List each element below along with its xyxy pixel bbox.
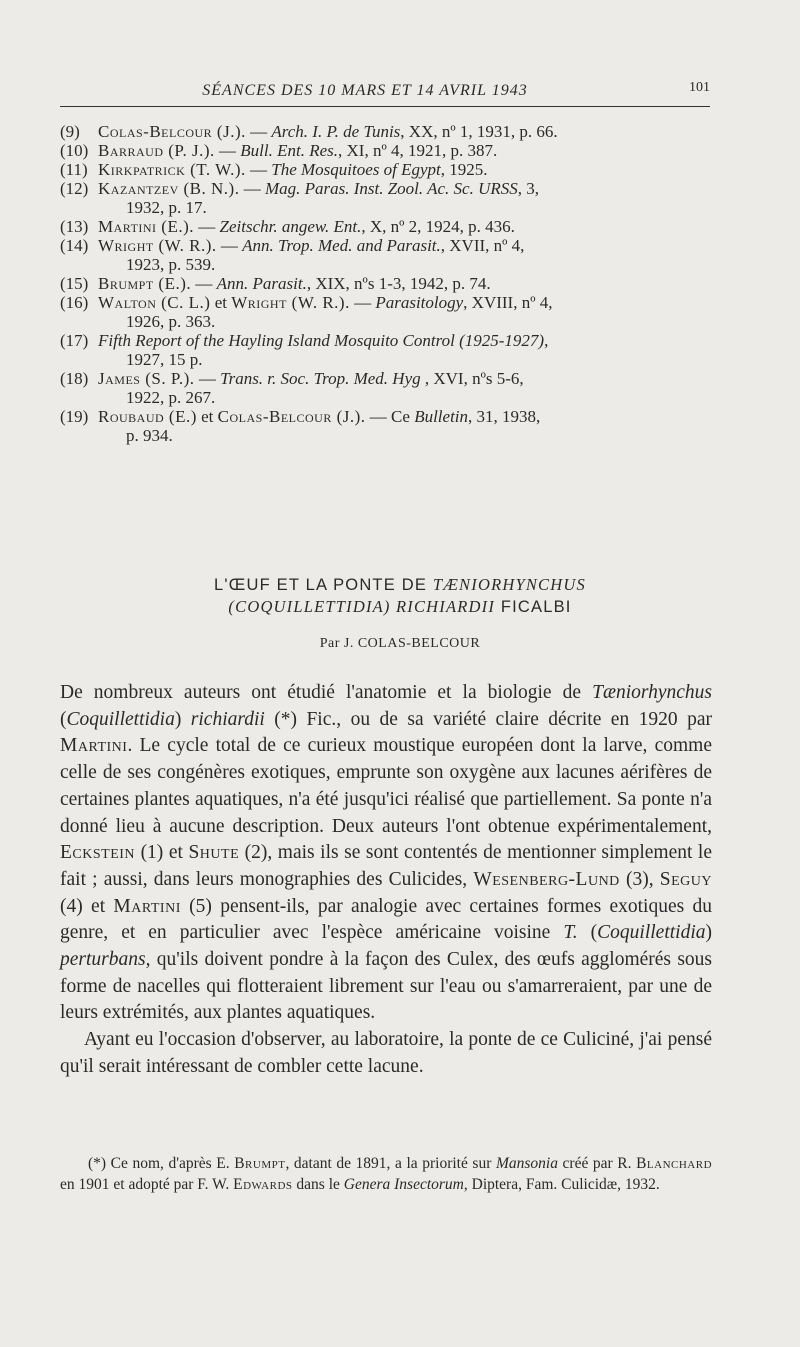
reference-author: Brumpt (E.). [98,274,192,293]
reference-continuation: 1932, p. 17. [126,198,207,217]
text-run: Mansonia [495,1155,558,1172]
reference-number: (10) [60,141,89,160]
reference-author: Kazantzev (B. N.). [98,179,240,198]
reference-journal: Fifth Report of the Hayling Island Mosquito Control (1925-1927) [98,331,545,350]
text-run: , Diptera, Fam. Culicidæ, 1932. [463,1175,660,1193]
reference-item [60,407,720,445]
reference-number: (11) [60,160,88,179]
reference-number: (18) [60,369,89,388]
reference-sep: — [245,160,272,179]
reference-item [60,122,720,141]
reference-details: , [544,331,549,350]
reference-sep: — [194,217,220,236]
text-run: Coquillettidia [597,922,706,944]
title-prefix: L'ŒUF ET LA PONTE DE [214,576,433,594]
footnote-text [60,1154,712,1195]
title-species: RICHIARDII [390,597,496,616]
running-header [60,80,710,107]
text-run: Blanchard [636,1155,713,1172]
text-run: ( [577,922,598,944]
article-title [60,574,740,618]
reference-details: , X, nº 2, 1924, p. 436. [361,217,515,236]
reference-number: (15) [60,274,89,293]
reference-sep: — [245,122,272,141]
text-run: ( [60,708,67,730]
text-run: (*) Fic., ou de sa variété claire décrite en 1920 par [264,708,712,730]
reference-journal: Bulletin [414,407,469,426]
reference-author: Kirkpatrick (T. W.). [98,160,246,179]
text-run: Edwards [233,1175,293,1193]
reference-item [60,141,720,160]
reference-number: (9) [60,122,80,141]
reference-number: (12) [60,179,89,198]
text-run: Genera Insectorum [343,1175,464,1193]
reference-item [60,274,720,293]
reference-journal: Bull. Ent. Res. [240,141,339,160]
reference-number: (13) [60,217,89,236]
text-run: Martini [113,895,181,917]
reference-journal: Parasitology [375,293,464,312]
reference-sep: et [210,293,232,312]
text-run: ) [174,708,191,730]
paragraph: Ayant eu l'occasion d'observer, au laboratoire, la ponte de ce Culiciné, j'ai pensé qu'il serait intéressant de combler cette lacune. [60,1029,712,1077]
reference-sep: — [194,369,221,388]
title-genus: TÆNIORHYNCHUS [432,575,586,594]
text-run: Coquillettidia [66,708,175,730]
article-author: Par J. COLAS-BELCOUR [319,636,481,651]
title-subgenus: (COQUILLETTIDIA) [228,597,391,616]
reference-sep: — [214,141,241,160]
reference-list [60,122,720,445]
reference-journal: Trans. r. Soc. Trop. Med. Hyg [220,369,421,388]
text-run: perturbans [60,949,146,971]
reference-details: , 31, 1938, [468,407,541,426]
reference-details: , XVI, nºs 5-6, [420,369,524,388]
reference-item [60,293,720,331]
reference-author: Walton (C. L.) [98,293,211,312]
text-run: (3), [619,868,660,890]
text-run: Wesenberg-Lund [473,868,620,890]
text-run: Shute [188,842,240,864]
text-run: Seguy [659,868,712,890]
reference-continuation: 1927, 15 p. [126,350,203,369]
reference-item [60,236,720,274]
text-run: (1) et [135,842,189,864]
reference-details: , XIX, nºs 1-3, 1942, p. 74. [306,274,491,293]
reference-sep: — [239,179,265,198]
reference-item [60,179,720,217]
text-run: ) [705,922,712,944]
text-run: dans le [292,1175,344,1193]
reference-details: , XX, nº 1, 1931, p. 66. [400,122,558,141]
title-line-2 [60,596,740,618]
text-run: Martini [60,735,128,757]
text-run: (5) pensent-ils, par analogie avec certaines formes exotiques du genre, et en particulier avec l'espèce américaine voisine [60,895,713,944]
text-run: (2), mais ils se sont contentés de mentionner simplement le fait ; aussi, dans leurs monographies des Culicides, [60,842,713,890]
article-body [60,680,712,1081]
title-line-1 [60,574,740,596]
reference-author: Roubaud (E.) [98,407,197,426]
reference-number: (17) [60,331,89,350]
reference-number: (19) [60,407,89,426]
text-run: , datant de 1891, a la priorité sur [285,1155,496,1172]
text-run: . Le cycle total de ce curieux moustique européen dont la larve, comme celle de ses congénères exotiques, emprunte son oxygène aux lacunes aérifères de certaines plantes aquatiques, n'a été jusqu'ici réalisé que partiellement. Sa ponte n'a donné lieu à aucune description. Deux auteurs l'ont obtenue expérimentalement, [60,735,712,837]
reference-continuation: 1923, p. 539. [126,255,216,274]
running-head: SÉANCES DES 10 MARS ET 14 AVRIL 1943 [202,82,528,99]
reference-item [60,369,720,407]
reference-item [60,217,720,236]
text-run: richiardii [190,708,265,730]
reference-author: James (S. P.). [98,369,195,388]
text-run: en 1901 et adopté par F. W. [60,1175,234,1193]
title-suffix: FICALBI [495,598,572,616]
reference-journal: Ann. Parasit. [216,274,307,293]
text-run: T. [563,922,578,944]
reference-author: Martini (E.). [98,217,195,236]
reference-journal: Arch. I. P. de Tunis [271,122,401,141]
reference-journal: Ann. Trop. Med. and Parasit. [242,236,441,255]
reference-author: Barraud (P. J.). [98,141,215,160]
reference-sep: — [216,236,243,255]
footnote [60,1154,712,1195]
reference-author: Colas-Belcour (J.). [98,122,246,141]
reference-author-2: Wright (W. R.). [231,293,350,312]
text-run: (4) et [60,895,114,917]
reference-sep: et [196,407,218,426]
text-run: créé par R. [557,1155,637,1172]
reference-journal: Zeitschr. angew. Ent. [219,217,362,236]
reference-details: , XVII, nº 4, [440,236,525,255]
reference-number: (14) [60,236,89,255]
reference-journal: The Mosquitoes of Egypt [271,160,441,179]
reference-number: (16) [60,293,89,312]
reference-journal: Mag. Paras. Inst. Zool. Ac. Sc. URSS [264,179,518,198]
text-run: Brumpt [234,1155,286,1172]
reference-author: Wright (W. R.). [98,236,217,255]
reference-sep: — [191,274,217,293]
reference-sep: — Ce [365,407,415,426]
reference-details: , 3, [517,179,539,198]
page-number: 101 [689,80,710,95]
reference-continuation: 1922, p. 267. [126,388,216,407]
reference-item [60,331,720,369]
reference-continuation: p. 934. [126,426,173,445]
reference-details: , XVIII, nº 4, [463,293,553,312]
text-run: Tæniorhynchus [592,682,712,703]
reference-continuation: 1926, p. 363. [126,312,216,331]
text-run: (*) Ce nom, d'après E. [88,1155,235,1172]
paragraph [60,680,712,1027]
text-run: De nombreux auteurs ont étudié l'anatomie et la biologie de [60,682,593,703]
text-run: Eckstein [60,842,136,864]
reference-sep: — [349,293,376,312]
reference-item [60,160,720,179]
reference-author-2: Colas-Belcour (J.). [217,407,366,426]
reference-details: , XI, nº 4, 1921, p. 387. [338,141,498,160]
reference-details: , 1925. [440,160,488,179]
text-run: , qu'ils doivent pondre à la façon des Culex, des œufs agglomérés sous forme de nacelles qui flotteraient librement sur l'eau ou s'amarreraient, par une de leurs extrémités, aux plantes aquatiques. [60,949,712,1024]
